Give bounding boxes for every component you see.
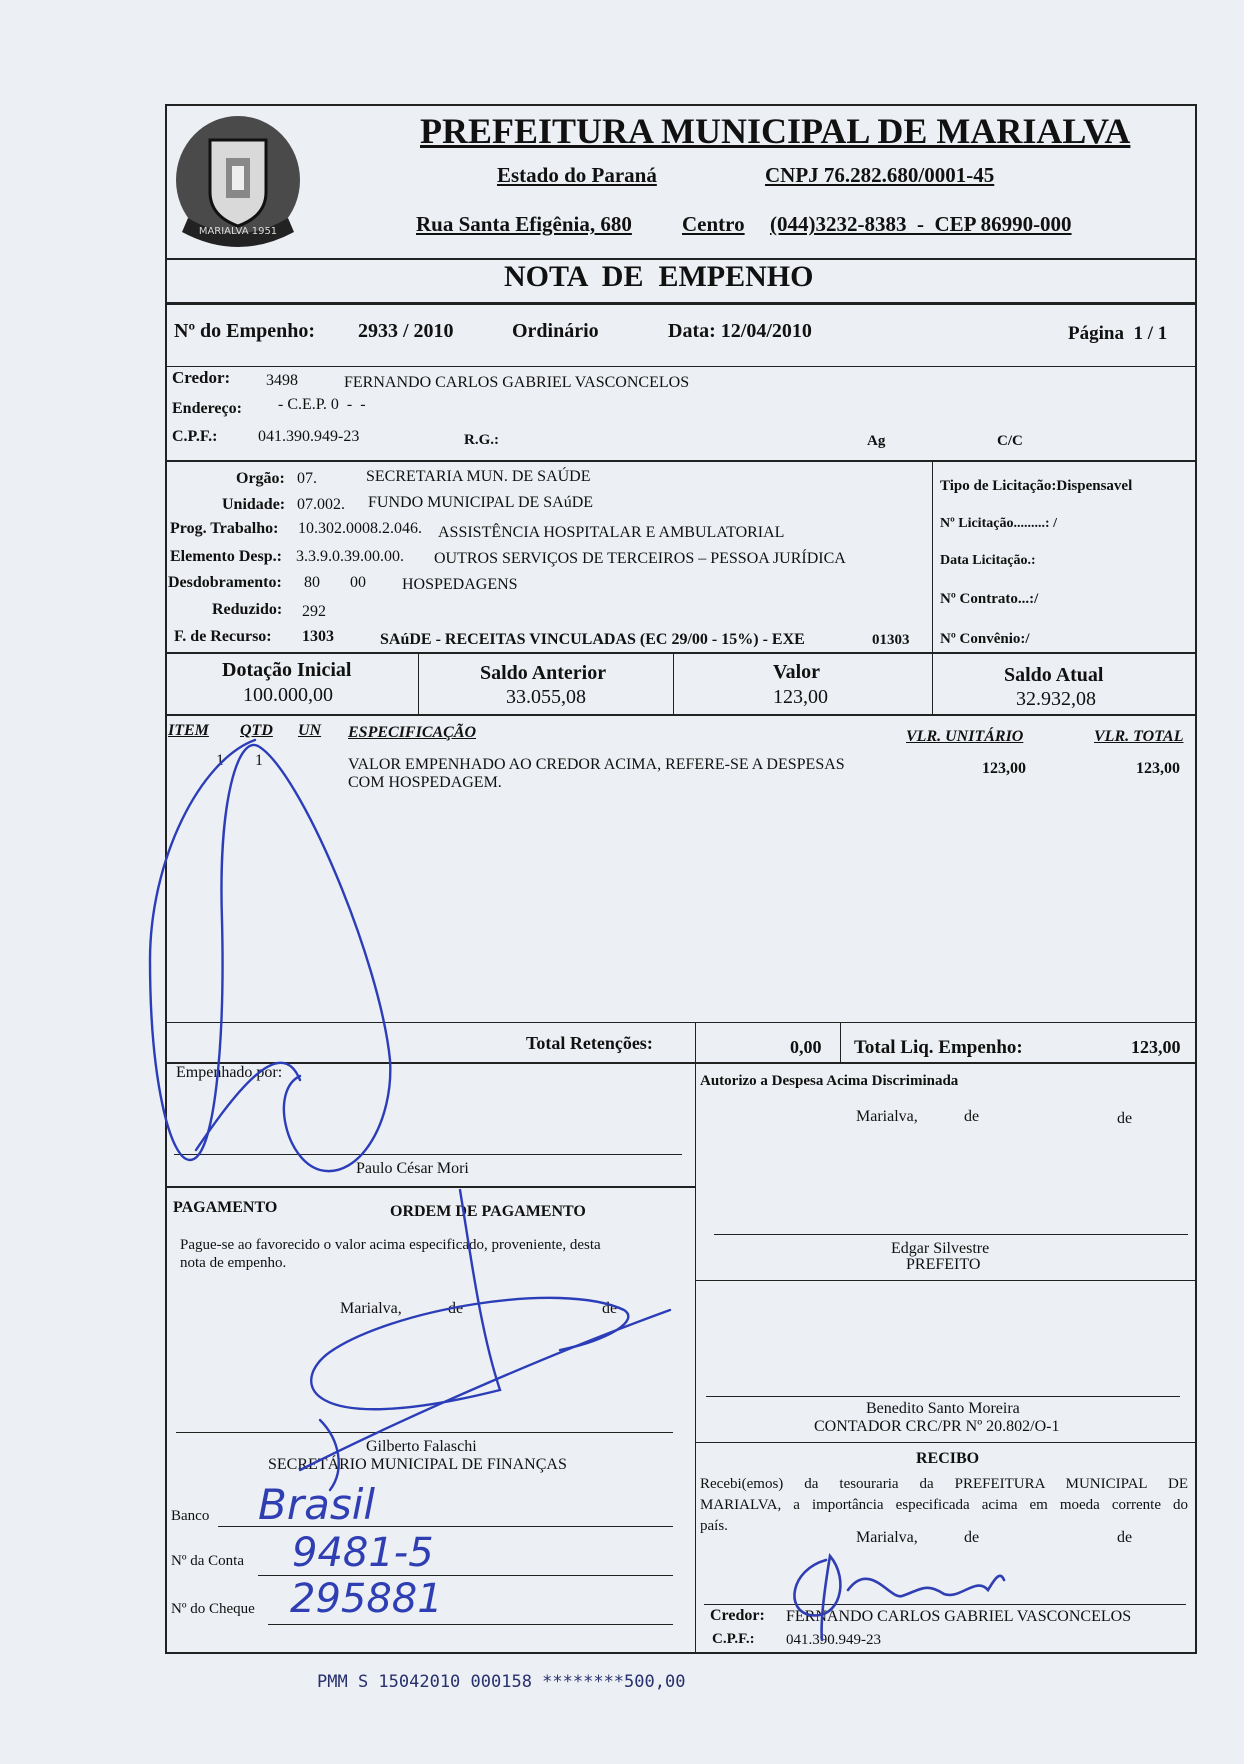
secretario-title: SECRETÁRIO MUNICIPAL DE FINANÇAS xyxy=(268,1456,567,1473)
empenhado-name: Paulo César Mori xyxy=(356,1160,469,1177)
unidade-label: Unidade: xyxy=(222,496,286,513)
valor-label: Valor xyxy=(773,661,821,683)
recibo-title: RECIBO xyxy=(916,1450,980,1467)
recibo-de1: de xyxy=(964,1529,980,1546)
banco-handwritten: Brasil xyxy=(258,1480,376,1529)
col-unit-price: VLR. UNITÁRIO xyxy=(906,728,1024,745)
row-unit-price: 123,00 xyxy=(982,760,1026,777)
tipo-licitacao: Tipo de Licitação:Dispensavel xyxy=(940,478,1133,494)
prefeito-title: PREFEITO xyxy=(906,1256,981,1273)
retencoes-value: 0,00 xyxy=(790,1037,822,1057)
numero-convenio: Nº Convênio:/ xyxy=(940,631,1030,647)
prefeito-name: Edgar Silvestre xyxy=(891,1240,990,1257)
rg-label: R.G.: xyxy=(464,432,499,448)
conta-handwritten: 9481-5 xyxy=(292,1530,434,1576)
recibo-cpf-value: 041.390.949-23 xyxy=(786,1632,881,1648)
prog-trabalho-name: ASSISTÊNCIA HOSPITALAR E AMBULATORIAL xyxy=(438,524,785,541)
row-qtd: 1 xyxy=(255,752,263,769)
document-title: NOTA DE EMPENHO xyxy=(504,260,814,293)
pagamento-label: PAGAMENTO xyxy=(173,1199,278,1216)
autorizo-place: Marialva, xyxy=(856,1108,918,1125)
payment-stamp: PMM S 15042010 000158 ********500,00 xyxy=(317,1672,686,1692)
reduzido-label: Reduzido: xyxy=(212,601,283,618)
valor-value: 123,00 xyxy=(773,686,828,708)
numero-contrato: Nº Contrato...:/ xyxy=(940,591,1039,607)
row-item: 1 xyxy=(216,752,224,769)
prog-trabalho-code: 10.302.0008.2.046. xyxy=(298,520,422,537)
orgao-name: SECRETARIA MUN. DE SAÚDE xyxy=(366,468,591,485)
header-phone-cep: (044)3232-8383 - CEP 86990-000 xyxy=(770,212,1072,236)
col-qtd: QTD xyxy=(240,722,273,739)
autorizo-label: Autorizo a Despesa Acima Discriminada xyxy=(700,1073,959,1089)
pagamento-de2: de xyxy=(602,1300,618,1317)
saldo-anterior-value: 33.055,08 xyxy=(506,686,586,708)
col-un: UN xyxy=(298,722,322,739)
empenho-date: Data: 12/04/2010 xyxy=(668,320,812,342)
recurso-label: F. de Recurso: xyxy=(174,628,272,645)
pagamento-text-1: Pague-se ao favorecido o valor acima especificado, proveniente, desta xyxy=(180,1237,601,1253)
header-cnpj: CNPJ 76.282.680/0001-45 xyxy=(765,163,995,187)
credor-label: Credor: xyxy=(172,368,231,387)
desdobramento-label: Desdobramento: xyxy=(168,574,282,591)
cc-label: C/C xyxy=(997,433,1023,449)
header-address: Rua Santa Efigênia, 680 xyxy=(416,212,632,236)
pagamento-de1: de xyxy=(448,1300,464,1317)
contador-title: CONTADOR CRC/PR Nº 20.802/O-1 xyxy=(814,1418,1060,1435)
saldo-anterior-label: Saldo Anterior xyxy=(480,662,607,684)
col-spec: ESPECIFICAÇÃO xyxy=(348,724,477,741)
recurso-code: 1303 xyxy=(302,628,334,645)
empenhado-label: Empenhado por: xyxy=(176,1064,283,1081)
liquido-label: Total Liq. Empenho: xyxy=(854,1037,1023,1058)
prog-trabalho-label: Prog. Trabalho: xyxy=(170,520,279,537)
recibo-text-2: MARIALVA, a importância especificada acima em moeda corrente do xyxy=(700,1497,1188,1513)
svg-text:MARIALVA 1951: MARIALVA 1951 xyxy=(198,226,278,237)
unidade-code: 07.002. xyxy=(297,496,345,513)
retencoes-label: Total Retenções: xyxy=(526,1033,653,1053)
empenho-number: 2933 / 2010 xyxy=(358,320,454,342)
cpf-label: C.P.F.: xyxy=(172,428,218,445)
empenho-number-label: Nº do Empenho: xyxy=(174,320,316,342)
numero-licitacao: Nº Licitação.........: / xyxy=(940,516,1057,531)
recibo-credor-name: FERNANDO CARLOS GABRIEL VASCONCELOS xyxy=(786,1608,1132,1625)
empenho-type: Ordinário xyxy=(512,320,599,342)
conta-label: Nº da Conta xyxy=(171,1553,244,1569)
endereco-label: Endereço: xyxy=(172,400,242,417)
recibo-text-3: país. xyxy=(700,1518,728,1534)
reduzido-value: 292 xyxy=(302,603,326,620)
cheque-handwritten: 295881 xyxy=(290,1576,443,1622)
banco-label: Banco xyxy=(171,1508,210,1524)
credor-name: FERNANDO CARLOS GABRIEL VASCONCELOS xyxy=(344,374,690,391)
recibo-place: Marialva, xyxy=(856,1529,918,1546)
dotacao-label: Dotação Inicial xyxy=(222,659,352,681)
header-state: Estado do Paraná xyxy=(497,163,657,187)
col-item: ITEM xyxy=(168,722,209,739)
liquido-value: 123,00 xyxy=(1131,1037,1181,1057)
header-title: PREFEITURA MUNICIPAL DE MARIALVA xyxy=(420,111,1131,151)
elemento-code: 3.3.9.0.39.00.00. xyxy=(296,548,404,565)
autorizo-de1: de xyxy=(964,1108,980,1125)
orgao-label: Orgão: xyxy=(236,470,285,487)
recurso-number: 01303 xyxy=(872,632,910,648)
autorizo-de2: de xyxy=(1117,1110,1133,1127)
unidade-name: FUNDO MUNICIPAL DE SAúDE xyxy=(368,494,594,511)
recibo-text-1: Recebi(emos) da tesouraria da PREFEITURA MUNICIPAL DE xyxy=(700,1476,1188,1492)
recibo-credor-label: Credor: xyxy=(710,1607,765,1624)
saldo-atual-label: Saldo Atual xyxy=(1004,664,1104,686)
row-total: 123,00 xyxy=(1136,760,1180,777)
elemento-name: OUTROS SERVIÇOS DE TERCEIROS – PESSOA JURÍDICA xyxy=(434,550,846,567)
endereco-value: - C.E.P. 0 - - xyxy=(278,396,366,413)
header-district: Centro xyxy=(682,212,745,236)
cpf-value: 041.390.949-23 xyxy=(258,428,360,445)
col-total: VLR. TOTAL xyxy=(1094,728,1184,745)
saldo-atual-value: 32.932,08 xyxy=(1016,688,1096,710)
dotacao-value: 100.000,00 xyxy=(243,684,333,706)
ag-label: Ag xyxy=(867,433,886,449)
row-spec-line1: VALOR EMPENHADO AO CREDOR ACIMA, REFERE-SE A DESPESAS xyxy=(348,756,845,773)
row-spec-line2: COM HOSPEDAGEM. xyxy=(348,774,502,791)
page-number: Página 1 / 1 xyxy=(1068,323,1168,344)
contador-name: Benedito Santo Moreira xyxy=(866,1400,1020,1417)
ordem-pagamento-label: ORDEM DE PAGAMENTO xyxy=(390,1203,586,1220)
desdobramento-name: HOSPEDAGENS xyxy=(402,576,518,593)
recurso-name: SAúDE - RECEITAS VINCULADAS (EC 29/00 - 15%) - EXE xyxy=(380,631,805,648)
secretario-name: Gilberto Falaschi xyxy=(366,1438,477,1455)
recibo-de2: de xyxy=(1117,1529,1133,1546)
desdobramento-a: 80 xyxy=(304,574,320,591)
recibo-cpf-label: C.P.F.: xyxy=(712,1631,755,1647)
orgao-code: 07. xyxy=(297,470,317,487)
cheque-label: Nº do Cheque xyxy=(171,1601,255,1617)
credor-code: 3498 xyxy=(266,372,298,389)
pagamento-place: Marialva, xyxy=(340,1300,402,1317)
data-licitacao: Data Licitação.: xyxy=(940,553,1036,568)
desdobramento-b: 00 xyxy=(350,574,366,591)
elemento-label: Elemento Desp.: xyxy=(170,548,282,565)
pagamento-text-2: nota de empenho. xyxy=(180,1255,287,1271)
